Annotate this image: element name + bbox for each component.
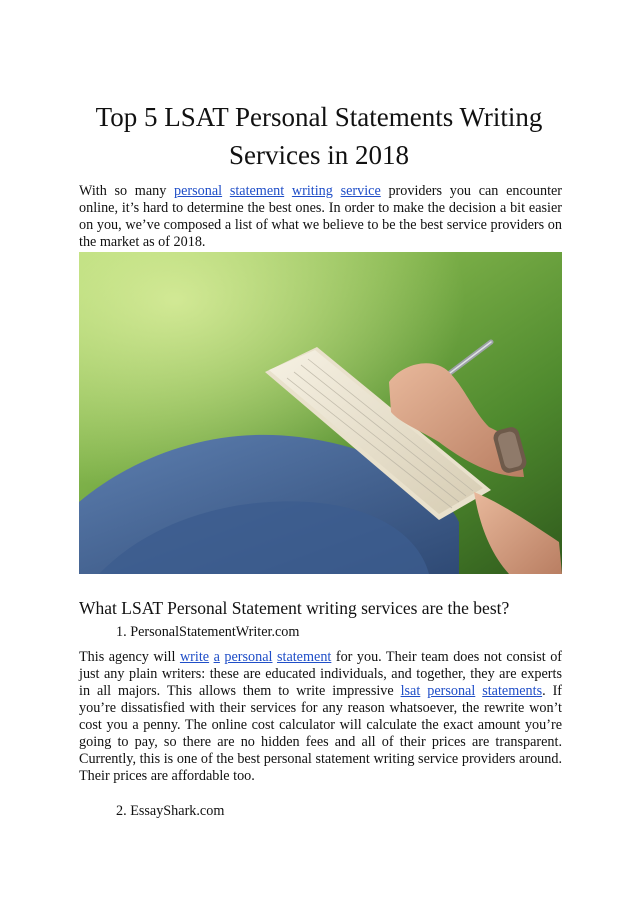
link-personal[interactable]: personal bbox=[174, 183, 223, 199]
link-service[interactable]: service bbox=[340, 183, 381, 199]
intro-paragraph bbox=[79, 183, 562, 251]
link-personal-3[interactable]: personal bbox=[427, 683, 476, 699]
link-statement[interactable]: statement bbox=[229, 183, 285, 199]
list-item-label: PersonalStatementWriter.com bbox=[130, 624, 300, 640]
item1-text-end: . If you’re dissatisfied with their services for any reason whatsoever, the rewrite won’t cost you a penny. The online cost calculator will calculate the exact amount you’re going to pay, so there are no hidden fees and all of their prices are transparent. Currently, this is one of the best personal statement writing service providers around. Their prices are affordable too. bbox=[79, 683, 563, 784]
item1-paragraph bbox=[79, 649, 562, 785]
link-personal-2[interactable]: personal bbox=[224, 649, 273, 665]
list-item-1 bbox=[116, 624, 299, 641]
link-writing[interactable]: writing bbox=[291, 183, 333, 199]
link-a[interactable]: a bbox=[213, 649, 220, 665]
link-statement-2[interactable]: statement bbox=[276, 649, 332, 665]
list-marker: 1. bbox=[116, 624, 127, 640]
writing-photo bbox=[79, 252, 562, 574]
link-lsat[interactable]: lsat bbox=[400, 683, 421, 699]
intro-text-start: With so many bbox=[79, 183, 175, 199]
list-item-label: EssayShark.com bbox=[130, 803, 225, 819]
document-title: Top 5 LSAT Personal Statements Writing Services in 2018 bbox=[95, 102, 543, 170]
item1-text-start: This agency will bbox=[79, 649, 180, 665]
list-marker: 2. bbox=[116, 803, 127, 819]
list-item-2 bbox=[116, 803, 224, 820]
intro-text-end: providers you can encounter online, it’s hard to determine the best ones. In order to make the decision a bit easier on you, we’ve composed a list of what we believe to be the best service providers on the market as of 2018. bbox=[79, 183, 563, 250]
item1-text-middle: for you. Their team does not consist of just any plain writers: these are educated individuals, and together, they are experts in all majors. This allows them to write impressive bbox=[79, 649, 563, 699]
link-statements[interactable]: statements bbox=[482, 683, 543, 699]
link-write[interactable]: write bbox=[179, 649, 210, 665]
section-heading: What LSAT Personal Statement writing services are the best? bbox=[79, 598, 510, 618]
